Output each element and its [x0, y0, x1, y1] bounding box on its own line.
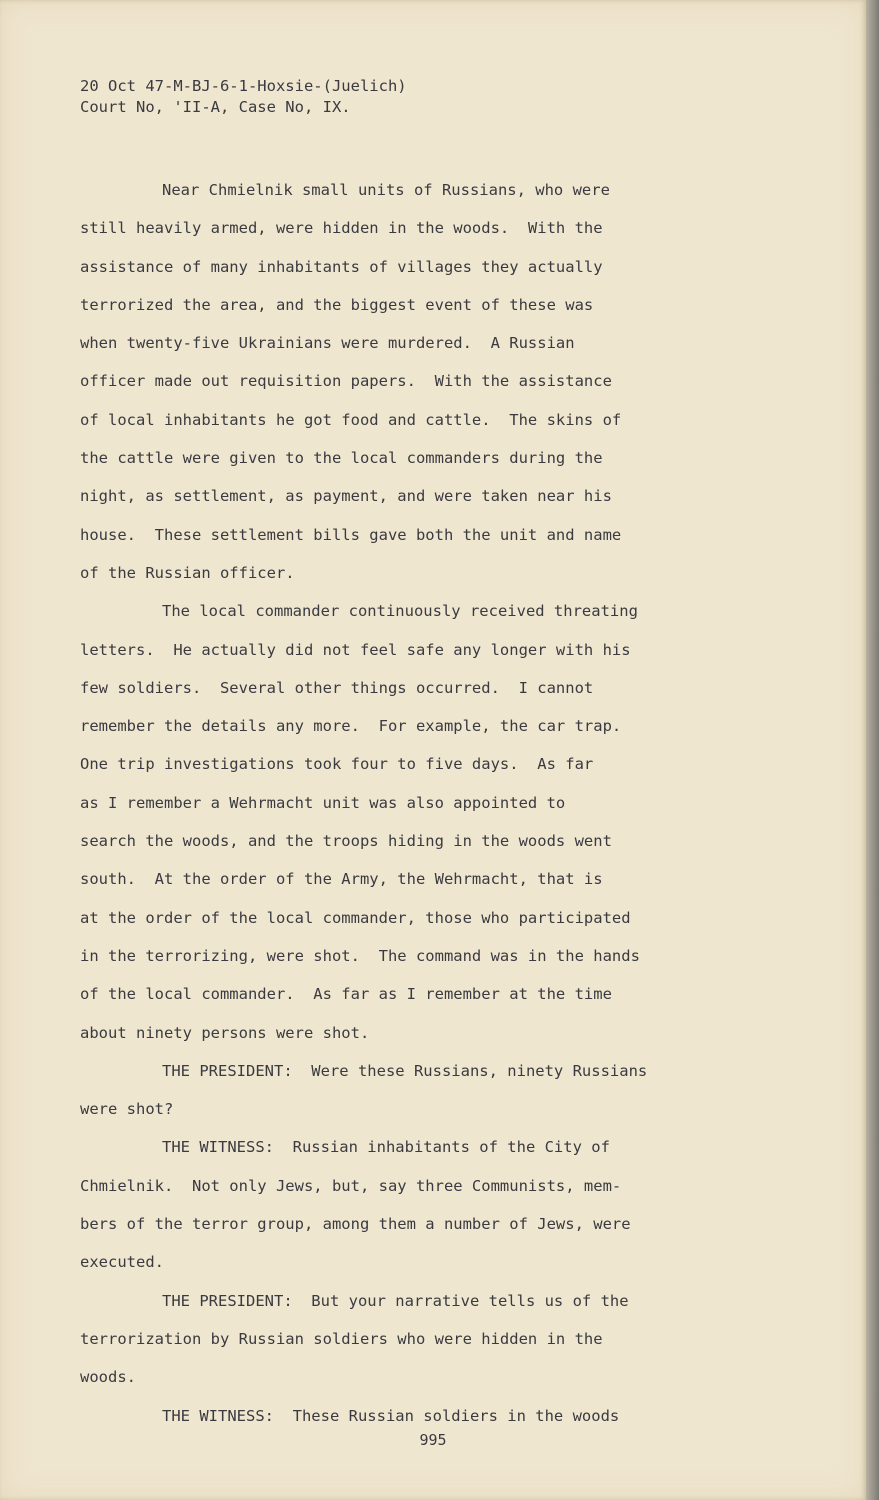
transcript-line: terrorized the area, and the biggest event of these was	[80, 295, 594, 314]
transcript-line: THE WITNESS: These Russian soldiers in the woods	[162, 1406, 620, 1425]
transcript-line: search the woods, and the troops hiding in the woods went	[80, 832, 612, 851]
transcript-line: remember the details any more. For example, the car trap.	[80, 717, 622, 736]
transcript-line: woods.	[80, 1368, 136, 1387]
transcript-line: THE PRESIDENT: Were these Russians, ninety Russians	[162, 1061, 648, 1080]
page-number: 995	[419, 1431, 447, 1449]
transcript-line: Near Chmielnik small units of Russians, who were	[162, 181, 610, 199]
page-edge-shadow	[866, 0, 879, 1500]
transcript-line: officer made out requisition papers. With the assistance	[80, 372, 612, 391]
transcript-line: house. These settlement bills gave both the unit and name	[80, 525, 622, 544]
transcript-line: in the terrorizing, were shot. The command was in the hands	[80, 946, 640, 965]
transcript-line: still heavily armed, were hidden in the woods. With the	[80, 219, 603, 238]
transcript-line: THE WITNESS: Russian inhabitants of the City of	[162, 1138, 610, 1157]
transcript-line: of the Russian officer.	[80, 563, 295, 582]
transcript-line: about ninety persons were shot.	[80, 1023, 370, 1042]
transcript-line: executed.	[80, 1253, 164, 1272]
transcript-line: of the local commander. As far as I remember at the time	[80, 985, 612, 1004]
transcript-line: of local inhabitants he got food and cattle. The skins of	[80, 410, 622, 429]
transcript-line: bers of the terror group, among them a number of Jews, were	[80, 1215, 631, 1234]
transcript-line: One trip investigations took four to five days. As far	[80, 755, 594, 774]
header-line-1: 20 Oct 47-M-BJ-6-1-Hoxsie-(Juelich)	[80, 77, 407, 95]
transcript-line: few soldiers. Several other things occurred. I cannot	[80, 678, 594, 697]
transcript-line: Chmielnik. Not only Jews, but, say three Communists, mem-	[80, 1176, 622, 1195]
transcript-line: the cattle were given to the local commanders during the	[80, 449, 603, 468]
transcript-line: as I remember a Wehrmacht unit was also appointed to	[80, 793, 566, 812]
transcript-line: south. At the order of the Army, the Wehrmacht, that is	[80, 870, 603, 889]
transcript-line: were shot?	[80, 1100, 174, 1119]
transcript-line: THE PRESIDENT: But your narrative tells us of the	[162, 1291, 629, 1310]
transcript-line: terrorization by Russian soldiers who were hidden in the	[80, 1329, 603, 1348]
transcript-line: assistance of many inhabitants of villages they actually	[80, 257, 603, 276]
transcript-body	[80, 171, 800, 1435]
transcript-line: at the order of the local commander, those who participated	[80, 908, 631, 927]
header-line-2: Court No, 'II-A, Case No, IX.	[80, 98, 351, 116]
transcript-line: letters. He actually did not feel safe any longer with his	[80, 640, 631, 659]
transcript-line: The local commander continuously received threating	[162, 602, 638, 621]
transcript-line: when twenty-five Ukrainians were murdered. A Russian	[80, 334, 575, 353]
transcript-line: night, as settlement, as payment, and were taken near his	[80, 487, 612, 506]
document-header	[80, 76, 407, 118]
